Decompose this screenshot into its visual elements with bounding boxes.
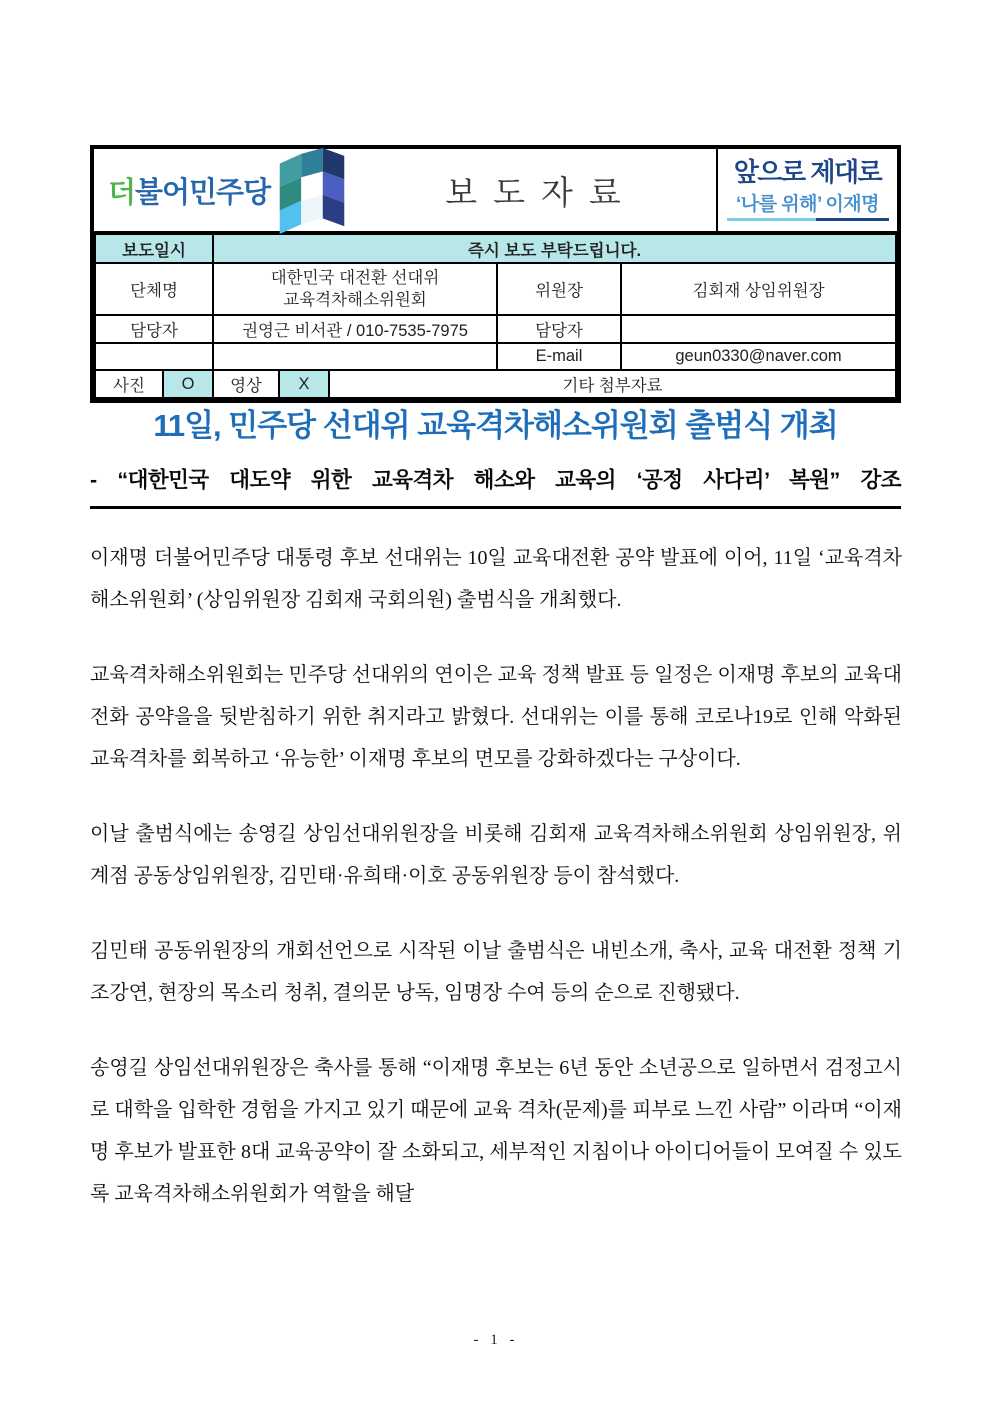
photo-flag: O [163, 370, 213, 398]
contact-value: 권영근 비서관 / 010-7535-7975 [213, 315, 497, 343]
contact2-label: 담당자 [497, 315, 621, 343]
party-name-blue: 불어민주당 [135, 176, 271, 209]
headline-divider [90, 506, 901, 509]
header-box [90, 145, 901, 403]
contact-label: 담당자 [95, 315, 213, 343]
chair-label: 위원장 [497, 263, 621, 315]
org-label: 단체명 [95, 263, 213, 315]
email-value: geun0330@naver.com [621, 343, 896, 370]
org-line1: 대한민국 대전환 선대위 [270, 268, 440, 287]
chair-value: 김회재 상임위원장 [621, 263, 896, 315]
release-value: 즉시 보도 부탁드립니다. [213, 234, 896, 263]
slogan-underline [727, 218, 889, 221]
header-logo-row [94, 149, 897, 233]
press-subheadline: - “대한민국 대도약 위한 교육격차 해소와 교육의 ‘공정 사다리’ 복원” 강조 [90, 468, 901, 492]
press-headline: 11일, 민주당 선대위 교육격차해소위원회 출범식 개최 [153, 408, 838, 443]
empty-cell [213, 343, 497, 370]
video-flag: X [279, 370, 329, 398]
email-label: E-mail [497, 343, 621, 370]
slogan-line1: 앞으로 제대로 [733, 157, 882, 188]
body-paragraph: 송영길 상임선대위원장은 축사를 통해 “이재명 후보는 6년 동안 소년공으로 일하면서 검정고시로 대학을 입학한 경험을 가지고 있기 때문에 교육 격차(문제)를 피부로 느낀 사람” 이라며 “이재명 후보가 발표한 8대 교육공약이 잘 소화되고, 세부적인 지침이나 아이디어들이 모여질 수 있도록 교육격차해소위원회가 역할을 해달 [90, 1057, 902, 1205]
table-row-contact [95, 315, 896, 343]
party-name [108, 170, 270, 211]
slogan-line2: ‘나를 위해’ 이재명 [735, 193, 880, 215]
party-name-green: 더 [108, 176, 136, 209]
video-label: 영상 [213, 370, 279, 398]
table-row-release [95, 234, 896, 263]
press-info-table [94, 233, 897, 399]
org-line2: 교육격차해소위원회 [283, 291, 427, 309]
party-flag-icon [276, 148, 348, 236]
body-paragraph: 이날 출범식에는 송영길 상임선대위원장을 비롯해 김회재 교육격차해소위원회 상임위원장, 위계점 공동상임위원장, 김민태·유희태·이호 공동위원장 등이 참석했다. [90, 823, 902, 887]
table-row-attachments [95, 370, 896, 398]
table-row-email [95, 343, 896, 370]
page-number: - 1 - [473, 1332, 519, 1348]
body-paragraph: 김민태 공동위원장의 개회선언으로 시작된 이날 출범식은 내빈소개, 축사, 교육 대전환 정책 기조강연, 현장의 목소리 청취, 결의문 낭독, 임명장 수여 등의 순으로 진행됐다. [90, 940, 902, 1004]
body-paragraph: 교육격차해소위원회는 민주당 선대위의 연이은 교육 정책 발표 등 일정은 이재명 후보의 교육대전화 공약을을 뒷받침하기 위한 취지라고 밝혔다. 선대위는 이를 통해 코로나19로 인해 악화된 교육격차를 회복하고 ‘유능한’ 이재명 후보의 면모를 강화하겠다는 구상이다. [90, 664, 902, 770]
campaign-slogan-box [716, 149, 897, 231]
body-paragraph: 이재명 더불어민주당 대통령 후보 선대위는 10일 교육대전환 공약 발표에 이어, 11일 ‘교육격차해소위원회’ (상임위원장 김회재 국회의원) 출범식을 개최했다. [90, 547, 902, 611]
document-type-title: 보도자료 [445, 175, 637, 212]
release-label: 보도일시 [95, 234, 213, 263]
contact2-value [621, 315, 896, 343]
table-row-organization [95, 263, 896, 315]
photo-label: 사진 [95, 370, 163, 398]
empty-cell [95, 343, 213, 370]
press-body [90, 537, 902, 1215]
etc-attachments-label: 기타 첨부자료 [329, 370, 896, 398]
party-logo [94, 144, 366, 236]
org-value [213, 263, 497, 315]
